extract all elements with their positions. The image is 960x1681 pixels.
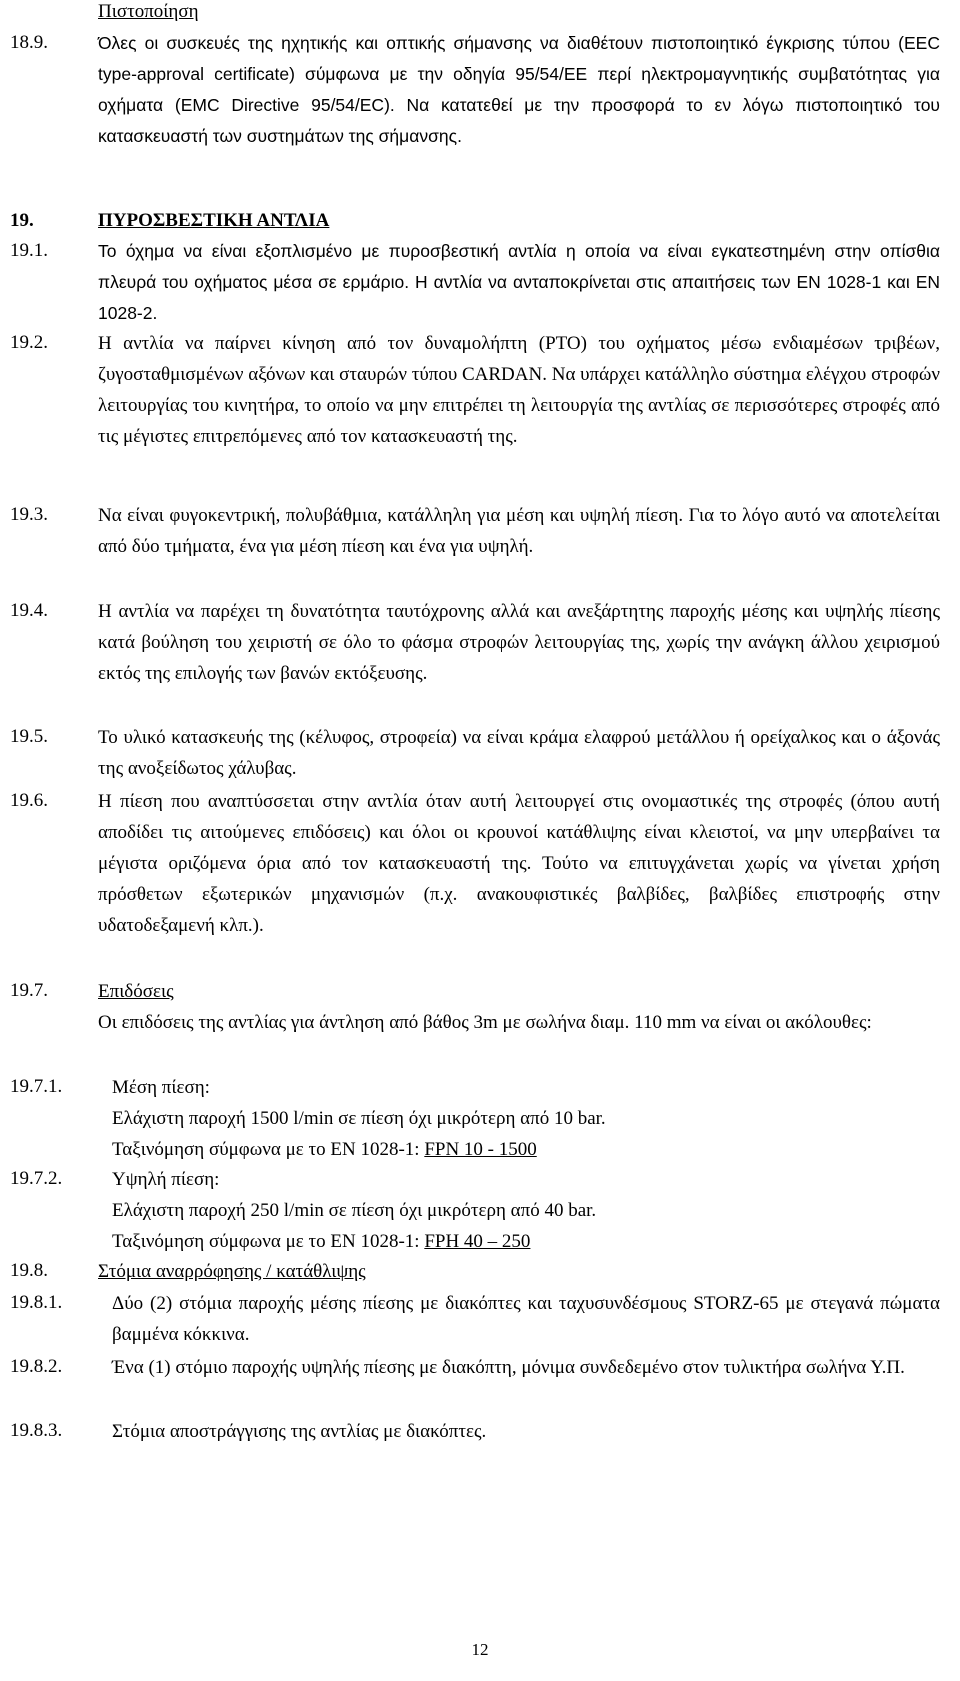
classification-line [112,1226,940,1257]
section-number: 19.8.2. [10,1356,63,1377]
section-heading: ΠΥΡΟΣΒΕΣΤΙΚΗ ΑΝΤΛΙΑ [98,210,330,231]
section-number: 19.2. [10,332,48,353]
section-line: Ελάχιστη παροχή 1500 l/min σε πίεση όχι μικρότερη από 10 bar. [112,1108,606,1129]
section-block [98,976,940,1038]
section-number: 19.1. [10,240,48,261]
section-number: 19.8. [10,1260,48,1281]
classification-value: FPH 40 – 250 [424,1231,531,1252]
classification-prefix: Ταξινόμηση σύμφωνα με το ΕΝ 1028-1: [112,1139,425,1160]
section-heading: Επιδόσεις [98,981,174,1002]
section-block [112,1072,940,1165]
section-number: 19.7.1. [10,1076,63,1097]
section-text: Οι επιδόσεις της αντλίας για άντληση από βάθος 3m με σωλήνα διαμ. 110 mm να είναι οι ακόλουθες: [98,1012,872,1033]
section-number: 19.3. [10,504,48,525]
section-number: 19.4. [10,600,48,621]
section-text: Όλες οι συσκευές της ηχητικής και οπτικής σήμανσης να διαθέτουν πιστοποιητικό έγκρισης τύπου (EEC type-approval certificate) σύμφωνα με την οδηγία 95/54/ΕΕ περί ηλεκτρομαγνητικής συμβατότητας για οχήματα (EMC Directive 95/54/EC). Να κατατεθεί με την προσφορά το εν λόγω πιστοποιητικό του κατασκευαστή των συστημάτων της σήμανσης. [98,33,940,146]
section-text: Το όχημα να είναι εξοπλισμένο με πυροσβεστική αντλία η οποία να είναι εγκατεστημένη στην οπίσθια πλευρά του οχήματος μέσα σε ερμάριο. Η αντλία να ανταποκρίνεται στις απαιτήσεις των ΕΝ 1028-1 και ΕΝ 1028-2. [98,241,940,323]
section-text: Δύο (2) στόμια παροχής μέσης πίεσης με διακόπτες και ταχυσυνδέσμους STORZ-65 με στεγανά πώματα βαμμένα κόκκινα. [112,1293,940,1345]
section-block [112,1164,940,1257]
classification-line [112,1134,940,1165]
section-heading: Στόμια αναρρόφησης / κατάθλιψης [98,1261,366,1282]
classification-prefix: Ταξινόμηση σύμφωνα με το ΕΝ 1028-1: [112,1231,425,1252]
cert-heading: Πιστοποίηση [98,1,199,22]
section-number: 19.8.1. [10,1292,63,1313]
section-number: 18.9. [10,32,48,53]
section-text: Η πίεση που αναπτύσσεται στην αντλία όταν αυτή λειτουργεί στις ονομαστικές της στροφές (όπου αυτή αποδίδει τις αιτούμενες επιδόσεις) και όλοι οι κρουνοί κατάθλιψης είναι κλειστοί, να μην υπερβαίνει τα μέγιστα οριζόμενα όρια από τον κατασκευαστή της. Τούτο να επιτυγχάνεται χωρίς να γίνεται χρήση πρόσθετων εξωτερικών μηχανισμών (π.χ. ανακουφιστικές βαλβίδες, βαλβίδες επιστροφής στην υδατοδεξαμενή κλπ.). [98,791,940,936]
section-text: Η αντλία να παρέχει τη δυνατότητα ταυτόχρονης αλλά και ανεξάρτητης παροχής μέσης και υψηλής πίεσης κατά βούληση του χειριστή σε όλο το φάσμα στροφών λειτουργίας της, χωρίς την ανάγκη άλλου χειρισμού εκτός της επιλογής των βανών εκτόξευσης. [98,601,940,684]
classification-value: FPN 10 - 1500 [424,1139,537,1160]
section-text: Να είναι φυγοκεντρική, πολυβάθμια, κατάλληλη για μέση και υψηλή πίεση. Για το λόγο αυτό να αποτελείται από δύο τμήματα, ένα για μέση πίεση και ένα για υψηλή. [98,505,940,557]
section-number: 19. [10,210,34,231]
section-heading: Μέση πίεση: [112,1077,210,1098]
section-number: 19.8.3. [10,1420,63,1441]
section-number: 19.6. [10,790,48,811]
section-text: Η αντλία να παίρνει κίνηση από τον δυναμολήπτη (PTO) του οχήματος μέσω ενδιαμέσων τριβέων, ζυγοσταθμισμένων αξόνων και σταυρών τύπου CARDAN. Να υπάρχει κατάλληλο σύστημα ελέγχου στροφών λειτουργίας του κινητήρα, το οποίο να μην επιτρέπει τη λειτουργία της αντλίας σε περισσότερες στροφές από τις μέγιστες επιτρεπόμενες από τον κατασκευαστή της. [98,333,940,447]
section-text: Το υλικό κατασκευής της (κέλυφος, στροφεία) να είναι κράμα ελαφρού μετάλλου ή ορείχαλκος και ο άξονάς της ανοξείδωτος χάλυβας. [98,727,940,779]
section-number: 19.7.2. [10,1168,63,1189]
section-line: Ελάχιστη παροχή 250 l/min σε πίεση όχι μικρότερη από 40 bar. [112,1200,597,1221]
section-heading: Υψηλή πίεση: [112,1169,220,1190]
page-number: 12 [471,1640,489,1659]
section-text: Ένα (1) στόμιο παροχής υψηλής πίεσης με διακόπτη, μόνιμα συνδεδεμένο στον τυλικτήρα σωλήνα Υ.Π. [112,1357,905,1378]
section-number: 19.7. [10,980,48,1001]
section-number: 19.5. [10,726,48,747]
section-text: Στόμια αποστράγγισης της αντλίας με διακόπτες. [112,1421,487,1442]
